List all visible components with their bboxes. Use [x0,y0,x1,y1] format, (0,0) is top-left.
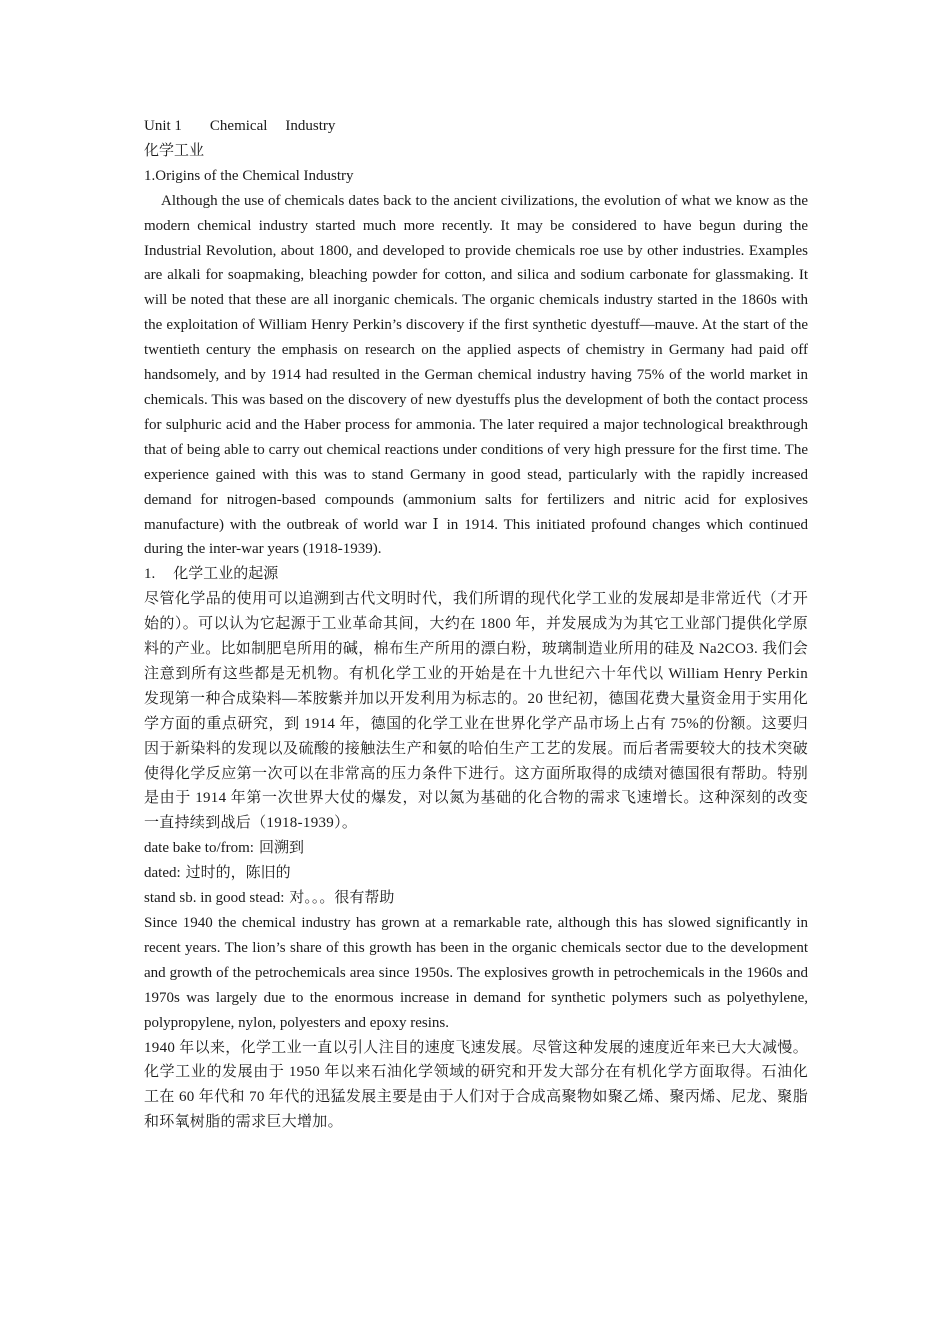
vocab-term: stand sb. in good stead: [144,890,285,907]
unit-label: Unit 1 [144,118,182,134]
section-heading-zh-number: 1. [144,566,156,583]
unit-title-word-2: Industry [285,118,336,134]
unit-title-zh: 化学工业 [144,142,205,159]
section-heading-zh [144,562,808,587]
unit-title-word-1: Chemical [209,118,268,134]
section-heading-en: 1.Origins of the Chemical Industry [144,167,354,184]
vocab-item [144,861,808,886]
document-page [144,114,808,1135]
unit-title [144,114,808,139]
vocab-definition: 对。。。很有帮助 [289,890,395,907]
paragraph-2-en: Since 1940 the chemical industry has grown at a remarkable rate, although this has slowed significantly in recent years. The lion’s share of this growth has been in the organic chemicals sector due to the development and growth of the petrochemicals area since 1950s. The explosives growth in petrochemicals in the 1960s and 1970s was largely due to the enormous increase in demand for synthetic polymers such as polyethylene, polypropylene, nylon, polyesters and epoxy resins. [144,915,808,1031]
vocab-item [144,886,808,911]
vocab-definition: 过时的，陈旧的 [185,865,291,882]
vocab-definition: 回溯到 [258,840,304,857]
vocab-term: date bake to/from: [144,840,254,857]
paragraph-2-zh: 1940 年以来，化学工业一直以引人注目的速度飞速发展。尽管这种发展的速度近年来已大大减慢。化学工业的发展由于 1950 年以来石油化学领域的研究和开发大部分在有机化学方面取得。石油化工在 60 年代和 70 年代的迅猛发展主要是由于人们对于合成高聚物如聚乙烯、聚丙烯、尼龙、聚脂和环氧树脂的需求巨大增加。 [144,1039,808,1131]
section-heading-zh-text: 化学工业的起源 [173,566,279,583]
paragraph-1-en: Although the use of chemicals dates back to the ancient civilizations, the evolution of what we know as the modern chemical industry started much more recently. It may be considered to have begun during the Industrial Revolution, about 1800, and developed to provide chemicals roe use by other industries. Examples are alkali for soapmaking, bleaching powder for cotton, and silica and sodium carbonate for glassmaking. It will be noted that these are all inorganic chemicals. The organic chemicals industry started in the 1860s with the exploitation of William Henry Perkin’s discovery if the first synthetic dyestuff—mauve. At the start of the twentieth century the emphasis on research on the applied aspects of chemistry in Germany had paid off handsomely, and by 1914 had resulted in the German chemical industry having 75% of the world market in chemicals. This was based on the discovery of new dyestuffs plus the development of both the contact process for sulphuric acid and the Haber process for ammonia. The later required a major technological breakthrough that of being able to carry out chemical reactions under conditions of very high pressure for the first time. The experience gained with this was to stand Germany in good stead, particularly with the rapidly increased demand for nitrogen-based compounds (ammonium salts for fertilizers and nitric acid for explosives manufacture) with the outbreak of world war Ⅰ in 1914. This initiated profound changes which continued during the inter-war years (1918-1939). [144,192,808,558]
vocab-item [144,836,808,861]
vocab-term: dated: [144,865,181,882]
paragraph-1-zh: 尽管化学品的使用可以追溯到古代文明时代，我们所谓的现代化学工业的发展却是非常近代（才开始的）。可以认为它起源于工业革命其间，大约在 1800 年，并发展成为为其它工业部门提供化学原料的产业。比如制肥皂所用的碱，棉布生产所用的漂白粉，玻璃制造业所用的硅及 Na2CO3. 我们会注意到所有这些都是无机物。有机化学工业的开始是在十九世纪六十年代以 William Henry Perkin 发现第一种合成染料—苯胺紫并加以开发利用为标志的。20 世纪初，德国花费大量资金用于实用化学方面的重点研究，到 1914 年，德国的化学工业在世界化学产品市场上占有 75%的份额。这要归因于新染料的发现以及硫酸的接触法生产和氨的哈伯生产工艺的发展。而后者需要较大的技术突破使得化学反应第一次可以在非常高的压力条件下进行。这方面所取得的成绩对德国很有帮助。特别是由于 1914 年第一次世界大仗的爆发，对以氮为基础的化合物的需求飞速增长。这种深刻的改变一直持续到战后（1918-1939）。 [144,591,808,832]
